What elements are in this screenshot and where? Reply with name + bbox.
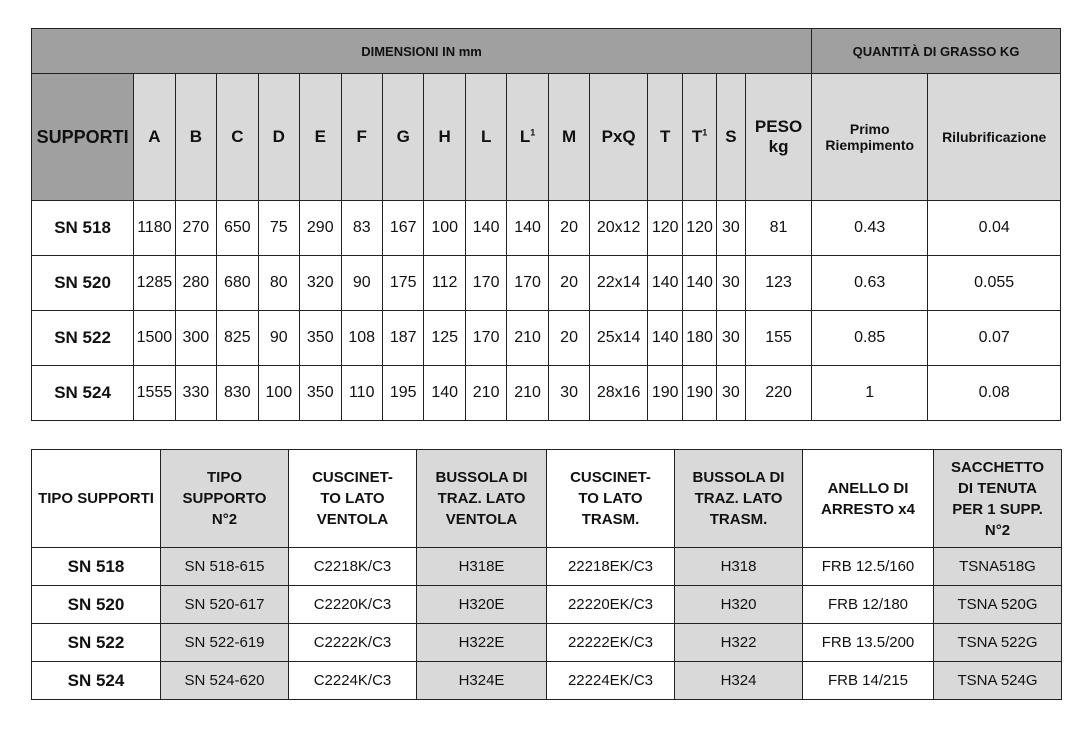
row-header: SN 520: [32, 256, 134, 311]
table-cell: 1180: [134, 201, 175, 256]
row-header: SN 518: [32, 201, 134, 256]
table-cell: 0.08: [928, 366, 1061, 421]
table-cell: 22222EK/C3: [547, 624, 675, 662]
table-cell: 30: [716, 366, 745, 421]
header-tipo-supporto: TIPO SUPPORTO N°2: [161, 450, 289, 548]
table-cell: 22224EK/C3: [547, 662, 675, 700]
header-cuscinetto-ventola: CUSCINET- TO LATO VENTOLA: [289, 450, 417, 548]
table-cell: 20x12: [590, 201, 648, 256]
table-cell: TSNA518G: [934, 548, 1062, 586]
row-header: SN 524: [32, 366, 134, 421]
col-header-l: L: [465, 74, 506, 201]
components-table: [31, 449, 1062, 700]
header-sacchetto-tenuta: SACCHETTO DI TENUTA PER 1 SUPP. N°2: [934, 450, 1062, 548]
header-bussola-ventola: BUSSOLA DI TRAZ. LATO VENTOLA: [417, 450, 547, 548]
table-cell: H324E: [417, 662, 547, 700]
col-header-g: G: [382, 74, 423, 201]
table-cell: 25x14: [590, 311, 648, 366]
row-header: SN 520: [32, 586, 161, 624]
table-cell: 30: [716, 311, 745, 366]
table-cell: H322E: [417, 624, 547, 662]
table-cell: 0.07: [928, 311, 1061, 366]
table-cell: 90: [341, 256, 382, 311]
dimensions-table-body: [32, 201, 1061, 421]
col-header-b: B: [175, 74, 216, 201]
row-header: SN 524: [32, 662, 161, 700]
table-cell: SN 518-615: [161, 548, 289, 586]
table-cell: TSNA 520G: [934, 586, 1062, 624]
row-header: SN 522: [32, 311, 134, 366]
table-cell: 825: [217, 311, 258, 366]
table-cell: 140: [507, 201, 548, 256]
table-cell: 22x14: [590, 256, 648, 311]
table-cell: 83: [341, 201, 382, 256]
col-header-t: T: [647, 74, 682, 201]
table-cell: 120: [647, 201, 682, 256]
col-header-primo-riempimento: Primo Riempimento: [812, 74, 928, 201]
table-cell: C2218K/C3: [289, 548, 417, 586]
dimensions-table: [31, 28, 1061, 421]
table-cell: 175: [382, 256, 423, 311]
table-cell: 300: [175, 311, 216, 366]
table-row: [32, 624, 1062, 662]
col-header-t1-label: T: [691, 127, 703, 146]
table-cell: SN 524-620: [161, 662, 289, 700]
table-cell: FRB 14/215: [803, 662, 934, 700]
table-cell: H318: [675, 548, 803, 586]
table-cell: 20: [548, 256, 589, 311]
table-cell: 110: [341, 366, 382, 421]
col-header-rilubrificazione: Rilubrificazione: [928, 74, 1061, 201]
table-cell: 210: [507, 311, 548, 366]
table-cell: 1285: [134, 256, 175, 311]
table-cell: 190: [683, 366, 716, 421]
header-cuscinetto-trasm: CUSCINET- TO LATO TRASM.: [547, 450, 675, 548]
row-header: SN 522: [32, 624, 161, 662]
table-cell: 330: [175, 366, 216, 421]
table-cell: H320E: [417, 586, 547, 624]
table-cell: 108: [341, 311, 382, 366]
table-cell: 220: [746, 366, 812, 421]
table-cell: 90: [258, 311, 299, 366]
col-header-peso: PESO kg: [746, 74, 812, 201]
supports-header: SUPPORTI: [32, 74, 134, 201]
table-cell: SN 520-617: [161, 586, 289, 624]
table-cell: 80: [258, 256, 299, 311]
col-header-s: S: [716, 74, 745, 201]
table-cell: 75: [258, 201, 299, 256]
table-cell: 140: [424, 366, 465, 421]
table-cell: 210: [507, 366, 548, 421]
table-cell: 125: [424, 311, 465, 366]
table-cell: 187: [382, 311, 423, 366]
col-header-c: C: [217, 74, 258, 201]
col-header-d: D: [258, 74, 299, 201]
col-header-f: F: [341, 74, 382, 201]
table-cell: 155: [746, 311, 812, 366]
table-cell: 22220EK/C3: [547, 586, 675, 624]
table-cell: 22218EK/C3: [547, 548, 675, 586]
col-header-pxq: PxQ: [590, 74, 648, 201]
col-header-t1: [683, 74, 716, 201]
table-cell: 100: [258, 366, 299, 421]
header-tipo-supporti: TIPO SUPPORTI: [32, 450, 161, 548]
col-header-a: A: [134, 74, 175, 201]
col-header-h: H: [424, 74, 465, 201]
table-cell: 140: [647, 256, 682, 311]
table-cell: 28x16: [590, 366, 648, 421]
table-cell: 170: [507, 256, 548, 311]
table-cell: 650: [217, 201, 258, 256]
table-cell: SN 522-619: [161, 624, 289, 662]
table-cell: H324: [675, 662, 803, 700]
table-cell: FRB 13.5/200: [803, 624, 934, 662]
table-cell: 140: [683, 256, 716, 311]
table-cell: 123: [746, 256, 812, 311]
table-row: [32, 201, 1061, 256]
col-header-l1: [507, 74, 548, 201]
table-cell: 167: [382, 201, 423, 256]
col-header-e: E: [300, 74, 341, 201]
table-cell: 0.04: [928, 201, 1061, 256]
col-header-t1-sup: 1: [702, 127, 708, 138]
table-cell: 350: [300, 311, 341, 366]
dimensions-title: DIMENSIONI IN mm: [32, 29, 812, 74]
table-cell: 320: [300, 256, 341, 311]
table-cell: 120: [683, 201, 716, 256]
table-cell: 0.43: [812, 201, 928, 256]
table-cell: 1: [812, 366, 928, 421]
table-cell: C2220K/C3: [289, 586, 417, 624]
table-row: [32, 311, 1061, 366]
table-cell: H322: [675, 624, 803, 662]
col-header-l1-label: L: [519, 127, 531, 146]
table-cell: 112: [424, 256, 465, 311]
table-cell: 81: [746, 201, 812, 256]
table-cell: 30: [716, 201, 745, 256]
components-table-body: [32, 548, 1062, 700]
table-row: [32, 548, 1062, 586]
table-cell: 1500: [134, 311, 175, 366]
table-cell: 350: [300, 366, 341, 421]
table-cell: C2224K/C3: [289, 662, 417, 700]
header-bussola-trasm: BUSSOLA DI TRAZ. LATO TRASM.: [675, 450, 803, 548]
row-header: SN 518: [32, 548, 161, 586]
table-cell: 0.63: [812, 256, 928, 311]
table-cell: 190: [647, 366, 682, 421]
table-cell: 280: [175, 256, 216, 311]
table-cell: H320: [675, 586, 803, 624]
table-cell: 830: [217, 366, 258, 421]
grease-quantity-title: QUANTITÀ DI GRASSO KG: [812, 29, 1061, 74]
header-anello-arresto: ANELLO DI ARRESTO x4: [803, 450, 934, 548]
table-cell: 680: [217, 256, 258, 311]
table-cell: C2222K/C3: [289, 624, 417, 662]
table-cell: 210: [465, 366, 506, 421]
table-cell: H318E: [417, 548, 547, 586]
table-cell: 20: [548, 311, 589, 366]
table-row: [32, 366, 1061, 421]
table-cell: 140: [647, 311, 682, 366]
table-cell: FRB 12.5/160: [803, 548, 934, 586]
table-row: [32, 662, 1062, 700]
table-cell: 270: [175, 201, 216, 256]
table-cell: 20: [548, 201, 589, 256]
table-cell: 180: [683, 311, 716, 366]
table-cell: 290: [300, 201, 341, 256]
table-cell: 0.85: [812, 311, 928, 366]
table-cell: 30: [716, 256, 745, 311]
table-cell: FRB 12/180: [803, 586, 934, 624]
table-cell: 195: [382, 366, 423, 421]
col-header-l1-sup: 1: [530, 127, 536, 138]
table-cell: 170: [465, 311, 506, 366]
col-header-m: M: [548, 74, 589, 201]
table-cell: 30: [548, 366, 589, 421]
table-cell: 100: [424, 201, 465, 256]
table-cell: TSNA 522G: [934, 624, 1062, 662]
table-cell: 170: [465, 256, 506, 311]
table-row: [32, 256, 1061, 311]
table-cell: TSNA 524G: [934, 662, 1062, 700]
table-cell: 140: [465, 201, 506, 256]
table-cell: 0.055: [928, 256, 1061, 311]
table-cell: 1555: [134, 366, 175, 421]
table-row: [32, 586, 1062, 624]
